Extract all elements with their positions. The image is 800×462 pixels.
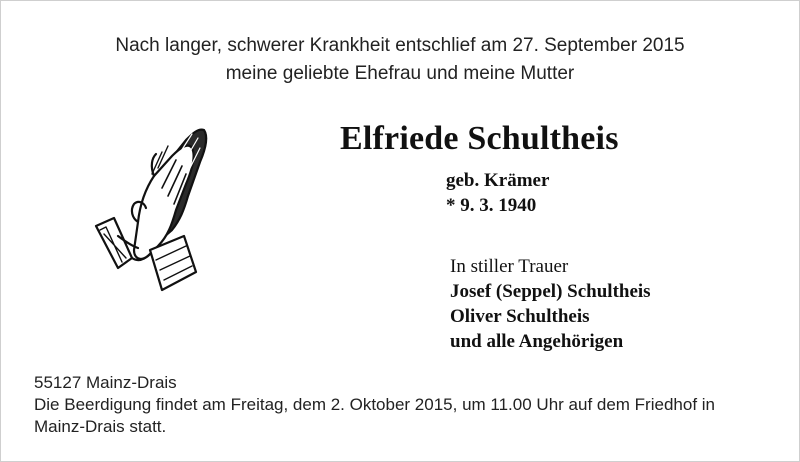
intro-text	[0, 32, 800, 88]
footer-block	[34, 372, 794, 438]
mourner-name: Oliver Schultheis	[450, 306, 590, 327]
mourner-name: und alle Angehörigen	[450, 331, 624, 352]
deceased-details	[446, 168, 549, 218]
funeral-info-line-2: Mainz-Drais statt.	[34, 417, 167, 436]
address: 55127 Mainz-Drais	[34, 373, 177, 392]
praying-hands-icon	[92, 126, 220, 296]
funeral-info-line-1: Die Beerdigung findet am Freitag, dem 2. Oktober 2015, um 11.00 Uhr auf dem Friedhof in	[34, 395, 715, 414]
maiden-name: geb. Krämer	[446, 170, 550, 191]
intro-line-2: meine geliebte Ehefrau und meine Mutter	[225, 63, 575, 84]
mourners-block	[450, 254, 651, 354]
mourners-heading: In stiller Trauer	[450, 256, 569, 277]
deceased-name: Elfriede Schultheis	[340, 120, 619, 157]
birth-date: * 9. 3. 1940	[446, 195, 537, 216]
mourner-name: Josef (Seppel) Schultheis	[450, 281, 651, 302]
intro-line-1: Nach langer, schwerer Krankheit entschlief am 27. September 2015	[115, 35, 685, 56]
